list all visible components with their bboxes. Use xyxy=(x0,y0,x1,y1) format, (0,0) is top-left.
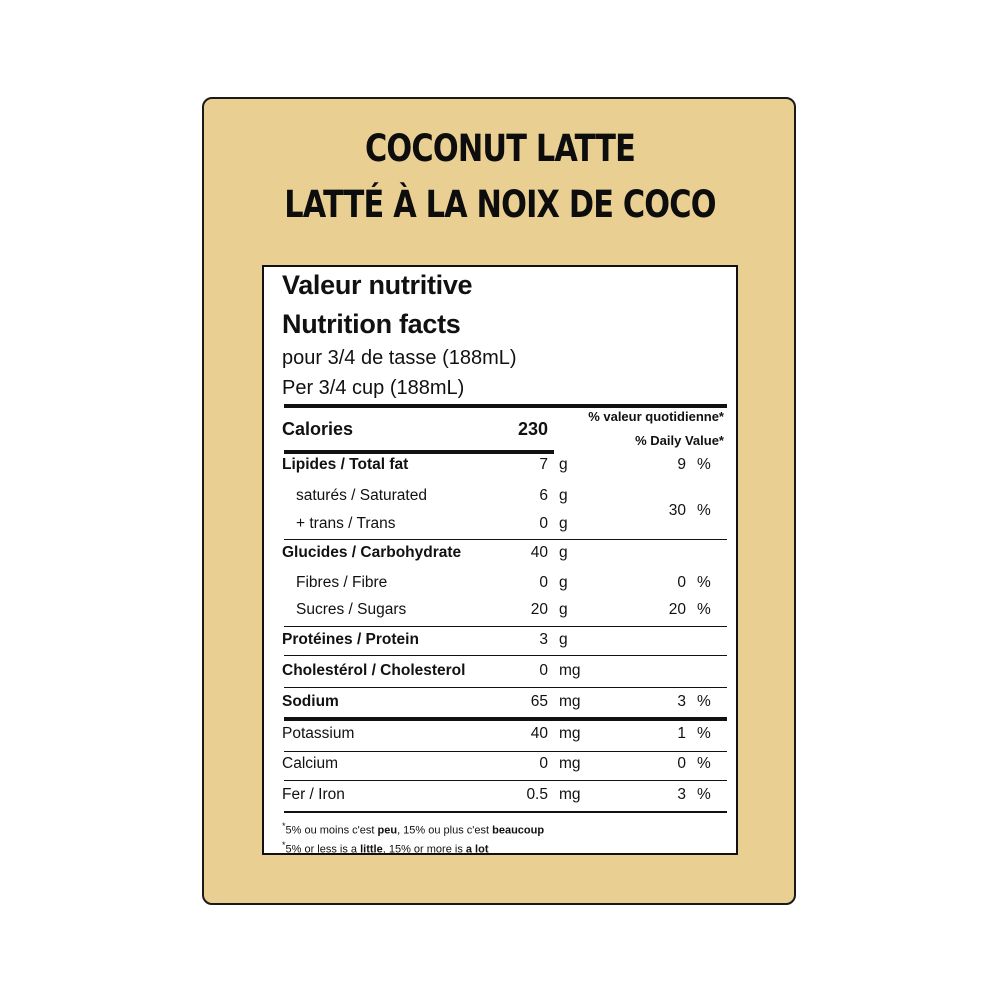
nutrient-dv-pct: % xyxy=(697,574,711,591)
calories-rule xyxy=(284,450,554,454)
nutrient-unit: mg xyxy=(559,725,581,742)
nutrient-dv-pct: % xyxy=(697,601,711,618)
nutrient-amount: 6 xyxy=(539,487,548,504)
nutrient-dv-pct: % xyxy=(697,786,711,803)
nutrient-dv-pct: % xyxy=(697,456,711,473)
nutrient-unit: mg xyxy=(559,755,581,772)
nutrient-name: Cholestérol / Cholesterol xyxy=(282,662,466,679)
nutrient-name: Calcium xyxy=(282,755,338,772)
nutrient-amount: 0 xyxy=(539,574,548,591)
thick-rule-top xyxy=(284,404,727,408)
nutrient-dv-pct: % xyxy=(697,725,711,742)
nutrient-name: Fer / Iron xyxy=(282,786,345,803)
nutrient-dv: 0 xyxy=(677,755,686,772)
fat-combined-pct: % xyxy=(697,502,711,519)
nutrient-name: Potassium xyxy=(282,725,355,742)
nutrient-name: Lipides / Total fat xyxy=(282,456,409,473)
nutrient-name: Protéines / Protein xyxy=(282,631,419,648)
rule-after-carbs xyxy=(284,626,727,627)
nutrient-name: saturés / Saturated xyxy=(296,487,427,504)
calories-value: 230 xyxy=(517,419,548,439)
nutrient-unit: mg xyxy=(559,693,581,710)
nutrient-dv-pct: % xyxy=(697,693,711,710)
nutrient-amount: 3 xyxy=(539,631,548,648)
nutrient-unit: g xyxy=(559,631,568,648)
nutrient-amount: 20 xyxy=(530,601,548,618)
footnote-en: *5% or less is a little, 15% or more is a lot xyxy=(282,840,489,856)
nutrient-name: Glucides / Carbohydrate xyxy=(282,544,462,561)
nutrient-unit: g xyxy=(559,601,568,618)
footnote-fr: *5% ou moins c'est peu, 15% ou plus c'est beaucoup xyxy=(282,821,545,837)
nutrient-name: Sucres / Sugars xyxy=(296,601,407,618)
nutrient-amount: 0 xyxy=(539,662,548,679)
serving-size-fr: pour 3/4 de tasse (188mL) xyxy=(282,347,517,369)
nutrient-dv: 0 xyxy=(677,574,686,591)
nutrient-unit: g xyxy=(559,544,568,561)
nutrient-amount: 7 xyxy=(539,456,548,473)
nutrient-unit: g xyxy=(559,515,568,532)
heading-en: Nutrition facts xyxy=(282,309,461,339)
nutrient-dv-pct: % xyxy=(697,755,711,772)
nutrient-name: Fibres / Fibre xyxy=(296,574,388,591)
nutrient-amount: 65 xyxy=(530,693,548,710)
nutrient-dv: 1 xyxy=(677,725,686,742)
nutrient-unit: g xyxy=(559,574,568,591)
nutrient-dv: 3 xyxy=(677,693,686,710)
nutrient-name: Sodium xyxy=(282,693,339,710)
nutrient-amount: 0.5 xyxy=(526,786,548,803)
heading-fr: Valeur nutritive xyxy=(282,270,473,300)
product-title-en: COCONUT LATTE xyxy=(364,127,636,170)
nutrient-unit: g xyxy=(559,487,568,504)
rule-after-calcium xyxy=(284,780,727,781)
nutrient-dv: 9 xyxy=(677,456,686,473)
rule-bottom xyxy=(284,811,727,813)
rule-after-potassium xyxy=(284,751,727,752)
product-title-fr: LATTÉ À LA NOIX DE COCO xyxy=(284,183,716,226)
rule-after-cholesterol xyxy=(284,687,727,688)
rule-after-fat xyxy=(284,539,727,540)
nutrition-facts-panel xyxy=(262,265,738,855)
calories-label: Calories xyxy=(282,419,354,439)
nutrient-name: + trans / Trans xyxy=(296,515,396,532)
nutrient-unit: mg xyxy=(559,662,581,679)
serving-size-en: Per 3/4 cup (188mL) xyxy=(282,377,465,399)
fat-combined-dv: 30 xyxy=(668,502,686,519)
nutrient-amount: 40 xyxy=(530,725,548,742)
dv-header-fr: % valeur quotidienne* xyxy=(588,409,724,424)
nutrient-amount: 40 xyxy=(530,544,548,561)
rule-after-protein xyxy=(284,655,727,656)
nutrient-amount: 0 xyxy=(539,515,548,532)
nutrient-unit: mg xyxy=(559,786,581,803)
nutrient-dv: 20 xyxy=(668,601,686,618)
dv-header-en: % Daily Value* xyxy=(635,433,724,448)
nutrient-dv: 3 xyxy=(677,786,686,803)
nutrient-amount: 0 xyxy=(539,755,548,772)
nutrient-unit: g xyxy=(559,456,568,473)
thick-rule-after-sodium xyxy=(284,717,727,721)
